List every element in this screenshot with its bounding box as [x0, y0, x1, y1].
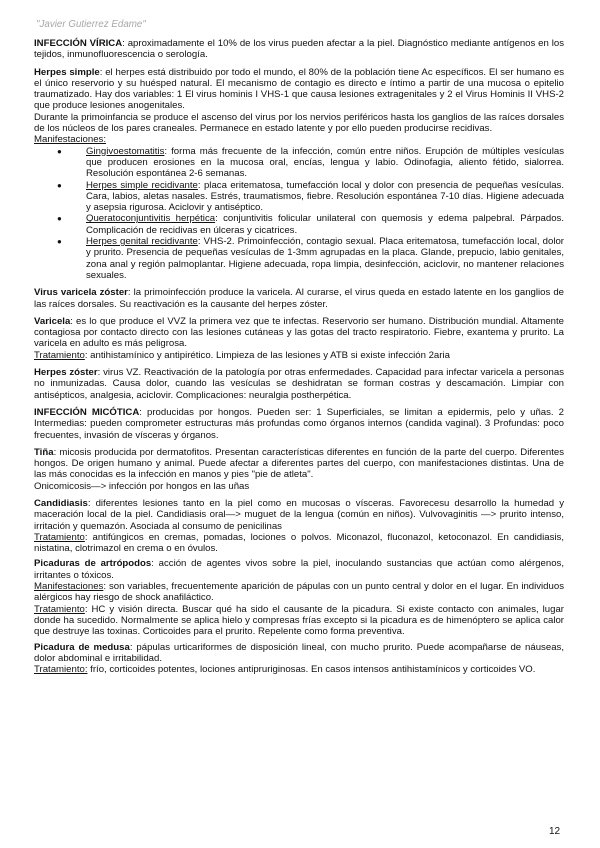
page-content	[34, 38, 564, 675]
fungal-infection-title: INFECCIÓN MICÓTICA	[34, 406, 140, 418]
arthropod-bites-paragraph	[34, 558, 564, 581]
candidiasis-text: : diferentes lesiones tanto en la piel como en mucosas o vísceras. Favorecesu desarrollo la humedad y maceración local de la piel. Candidiasis oral—> muguet de la lengua (común en niños). Vulvovaginitis —> prurito intenso, irritación y quemazón. Asociada al consumo de penicilinas	[34, 497, 564, 532]
list-item-text: : conjuntivitis folicular unilateral con quemosis y edema palpebral. Párpados. Complicación de recidivas en úlceras y cicatrices.	[86, 213, 565, 236]
onicomicosis-line: Onicomicosis—> infección por hongos en las uñas	[34, 480, 250, 492]
jellyfish-sting-text: : pápulas urticariformes de disposición lineal, con mucho prurito. Puede acompañarse de náuseas, dolor abdominal e irritabilidad.	[34, 641, 564, 664]
varicela-treatment-label: Tratamiento	[34, 349, 85, 361]
jellyfish-sting-title: Picadura de medusa	[34, 641, 130, 653]
jellyfish-treatment-label: Tratamiento:	[34, 664, 88, 676]
varicela-title: Varicela	[34, 315, 71, 327]
list-item	[86, 180, 564, 214]
candidiasis-treatment	[34, 532, 564, 555]
zoster-paragraph	[34, 367, 564, 401]
herpes-simple-latency-paragraph: Durante la primoinfancia se produce el ascenso del virus por los nervios periféricos hasta los ganglios de las raíces dorsales de los núcleos de los pares craneales. Permanece en estado latente y por ello pueden producirse recidivas.	[34, 111, 564, 135]
page-number: 12	[549, 826, 561, 837]
fungal-infection-text: : producidas por hongos. Pueden ser: 1 Superficiales, se limitan a epidermis, pelo y uñas. 2 Intermedias: pueden comprometer estructuras más profundas como órganos internos (candida vaginal). 3 Profundas: poco frecuentes, invasión de vísceras y órganos.	[34, 406, 564, 441]
jellyfish-treatment	[34, 664, 564, 675]
list-item-text: : forma más frecuente de la infección, común entre niños. Erupción de múltiples vesículas que producen erosiones en la mucosa oral, encías, lengua y labio. Odinofagia, aliento fétido, sialorrea. Resolución espontánea 2-6 semanas.	[86, 145, 564, 180]
tina-title: Tiña	[34, 446, 54, 458]
viral-infection-paragraph	[34, 38, 564, 61]
zoster-title: Herpes zóster	[34, 367, 98, 379]
tina-paragraph	[34, 447, 564, 481]
varicela-treatment	[34, 350, 564, 361]
viral-infection-title: INFECCIÓN VÍRICA	[34, 38, 123, 49]
fungal-infection-paragraph	[34, 407, 564, 441]
list-item-label: Queratoconjuntivitis herpética	[86, 213, 216, 225]
candidiasis-treatment-text: : antifúngicos en cremas, pomadas, lociones o polvos. Miconazol, fluconazol, ketoconazol. En candidiasis, nistatina, clotrimazol en crema o en óvulos.	[34, 531, 564, 555]
arthropod-manifestations-text: : son variables, frecuentemente aparición de pápulas con un punto central y dolor en el lugar. En individuos alérgicos hay riesgo de shock anafiláctico.	[34, 581, 564, 604]
arthropod-bites-text: : acción de agentes vivos sobre la piel, inoculando sustancias que actúan como alérgenos, irritantes o tóxicos.	[34, 558, 565, 581]
list-item-text: : placa eritematosa, tumefacción local y dolor con presencia de pequeñas vesículas. Cara, labios, aletas nasales. Estrés, traumatismos, fiebre. Resolución espontánea 7-10 días. Higiene adecuada y asepsia rigurosa. Aciclovir y antiséptico.	[86, 179, 565, 214]
herpes-simple-text: : el herpes está distribuido por todo el mundo, el 80% de la población tiene Ac específicos. El ser humano es el único reservorio y su huésped natural. El mecanismo de contagio es directo e íntimo a partir de una mucosa o epitelio traumatizado. Hay dos variables: 1 El virus hominis I VHS-1 que causa lesiones extragenitales y 2 el Virus Hominis II VHS-2 que produce lesiones anogenitales.	[34, 66, 564, 112]
candidiasis-paragraph	[34, 498, 564, 532]
candidiasis-title: Candidiasis	[34, 497, 88, 509]
varicela-text: : es lo que produce el VVZ la primera vez que te infectas. Reservorio ser humano. Distribución mundial. Altamente contagiosa por contacto directo con las lesiones cutáneas y las gotas del tracto respiratorio. Fiebre, exantema y prurito. La varicela en adulto es más peligrosa.	[34, 315, 564, 350]
list-item-label: Gingivoestomatitis	[86, 145, 165, 157]
arthropod-manifestations-label: Manifestaciones	[34, 581, 104, 593]
candidiasis-treatment-label: Tratamiento	[34, 531, 85, 543]
herpes-manifestations-label: Manifestaciones:	[34, 134, 106, 146]
herpes-simple-title: Herpes simple	[34, 66, 100, 78]
arthropod-treatment-label: Tratamiento	[34, 603, 85, 615]
list-item	[86, 146, 564, 180]
varicela-paragraph	[34, 316, 564, 350]
arthropod-manifestations	[34, 581, 564, 604]
list-item-label: Herpes simple recidivante	[86, 179, 198, 191]
arthropod-treatment-text: : HC y visión directa. Buscar qué ha sido el causante de la picadura. Si existe contacto con animales, lugar donde ha sucedido. Normalmente se aplica hielo y compresas frías excepto si la picadura es de himenóptero se aplica calor que destruye las toxinas. Corticoides para el prurito. Repelente como forma preventiva.	[34, 603, 564, 638]
jellyfish-sting-paragraph	[34, 642, 564, 665]
jellyfish-treatment-text: frío, corticoides potentes, lociones antipruriginosas. En casos intensos antihistamínicos y corticoides VO.	[87, 664, 536, 676]
varicela-treatment-text: : antihistamínico y antipirético. Limpieza de las lesiones y ATB si existe infección 2aria	[84, 349, 450, 361]
arthropod-bites-title: Picaduras de artrópodos	[34, 558, 152, 570]
list-item	[86, 213, 564, 236]
vvz-text: : la primoinfección produce la varicela. Al curarse, el virus queda en estado latente en los ganglios de las raíces dorsales. Su reactivación es la causante del herpes zóster.	[34, 287, 564, 310]
list-item	[86, 236, 564, 281]
viral-infection-text: : aproximadamente el 10% de los virus pueden afectar a la piel. Diagnóstico mediante antígenos en los tejidos, inmunofluorescencia o serología.	[34, 38, 564, 61]
list-item-label: Herpes genital recidivante	[86, 236, 198, 248]
vvz-title: Virus varicela zóster	[34, 287, 128, 299]
author-header: "Javier Gutierrez Edame"	[36, 19, 146, 30]
tina-text: : micosis producida por dermatofitos. Presentan características diferentes en función de la parte del cuerpo. Diferentes hongos. De origen humano y animal. Puede afectar a diferentes partes del cuerpo, con manifestaciones distintas. Una de las más conocidas es la infección en manos y pies "pie de atleta".	[34, 446, 564, 481]
zoster-text: : virus VZ. Reactivación de la patología por otras enfermedades. Capacidad para infectar varicela a personas no inmunizadas. Causa dolor, cuando las vesículas se deshidratan se forman costras y descamación. Limpiar con antisépticos, analgesia, aciclovir. Complicaciones: neuralgia postherpética.	[34, 367, 565, 401]
list-item-text: : VHS-2. Primoinfección, contagio sexual. Placa eritematosa, tumefacción local, dolor y prurito. Presencia de pequeñas vesículas de 1-3mm agrupadas en la placa. Glande, prepucio, labio genitales, zona anal y región palmoplantar. Higiene adecuada, ropa limpia, desinfección, aciclovir, no mantener relaciones sexuales.	[86, 236, 564, 281]
arthropod-treatment	[34, 604, 564, 638]
herpes-manifestations-list	[34, 146, 564, 282]
vvz-paragraph	[34, 287, 564, 310]
herpes-simple-paragraph	[34, 67, 564, 112]
